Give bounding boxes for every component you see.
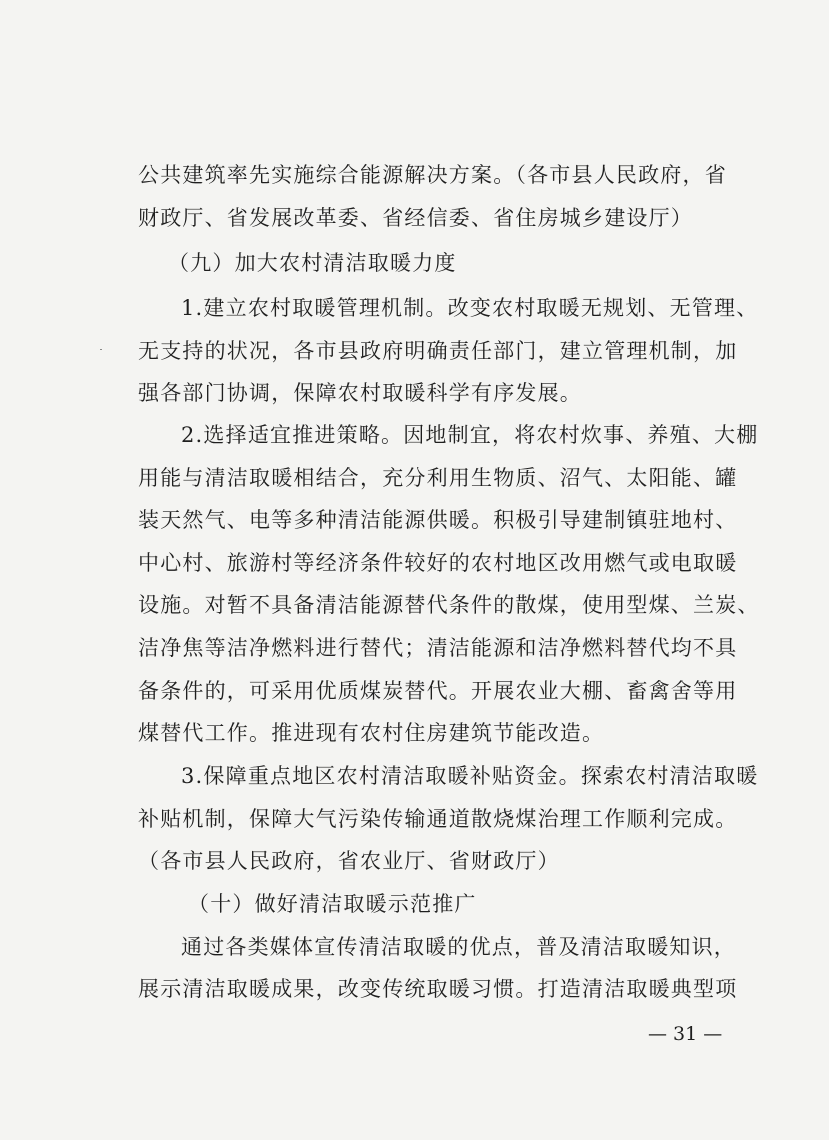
- scan-speck: [100, 349, 102, 350]
- text-line: 补贴机制，保障大气污染传输通道散烧煤治理工作顺利完成。: [138, 807, 738, 831]
- text-line: 用能与清洁取暖相结合，充分利用生物质、沼气、太阳能、罐: [138, 466, 738, 490]
- text-line: 备条件的，可采用优质煤炭替代。开展农业大棚、畜禽舍等用: [138, 679, 738, 703]
- text-line: 中心村、旅游村等经济条件较好的农村地区改用燃气或电取暖: [138, 551, 738, 575]
- text-line: 煤替代工作。推进现有农村住房建筑节能改造。: [138, 721, 605, 745]
- section-heading: （十）做好清洁取暖示范推广: [188, 892, 477, 916]
- section-heading: （九）加大农村清洁取暖力度: [168, 251, 457, 275]
- text-line: 展示清洁取暖成果，改变传统取暖习惯。打造清洁取暖典型项: [138, 977, 738, 1001]
- text-line: 2.选择适宜推进策略。因地制宜，将农村炊事、养殖、大棚: [181, 423, 759, 447]
- text-line: 无支持的状况，各市县政府明确责任部门，建立管理机制，加: [138, 339, 738, 363]
- text-line: 3.保障重点地区农村清洁取暖补贴资金。探索农村清洁取暖: [181, 764, 759, 788]
- page-number: — 31 —: [648, 1023, 723, 1045]
- text-line: 1.建立农村取暖管理机制。改变农村取暖无规划、无管理、: [181, 296, 759, 320]
- text-line: 装天然气、电等多种清洁能源供暖。积极引导建制镇驻地村、: [138, 508, 738, 532]
- text-line: 公共建筑率先实施综合能源解决方案。（各市县人民政府，省: [138, 163, 727, 187]
- text-line: 通过各类媒体宣传清洁取暖的优点，普及清洁取暖知识，: [181, 935, 736, 959]
- text-line: 强各部门协调，保障农村取暖科学有序发展。: [138, 381, 582, 405]
- text-line: 财政厅、省发展改革委、省经信委、省住房城乡建设厅）: [138, 206, 693, 230]
- text-line: 设施。对暂不具备清洁能源替代条件的散煤，使用型煤、兰炭、: [138, 593, 760, 617]
- text-line: 洁净焦等洁净燃料进行替代；清洁能源和洁净燃料替代均不具: [138, 636, 738, 660]
- text-line: （各市县人民政府，省农业厅、省财政厅）: [138, 849, 560, 873]
